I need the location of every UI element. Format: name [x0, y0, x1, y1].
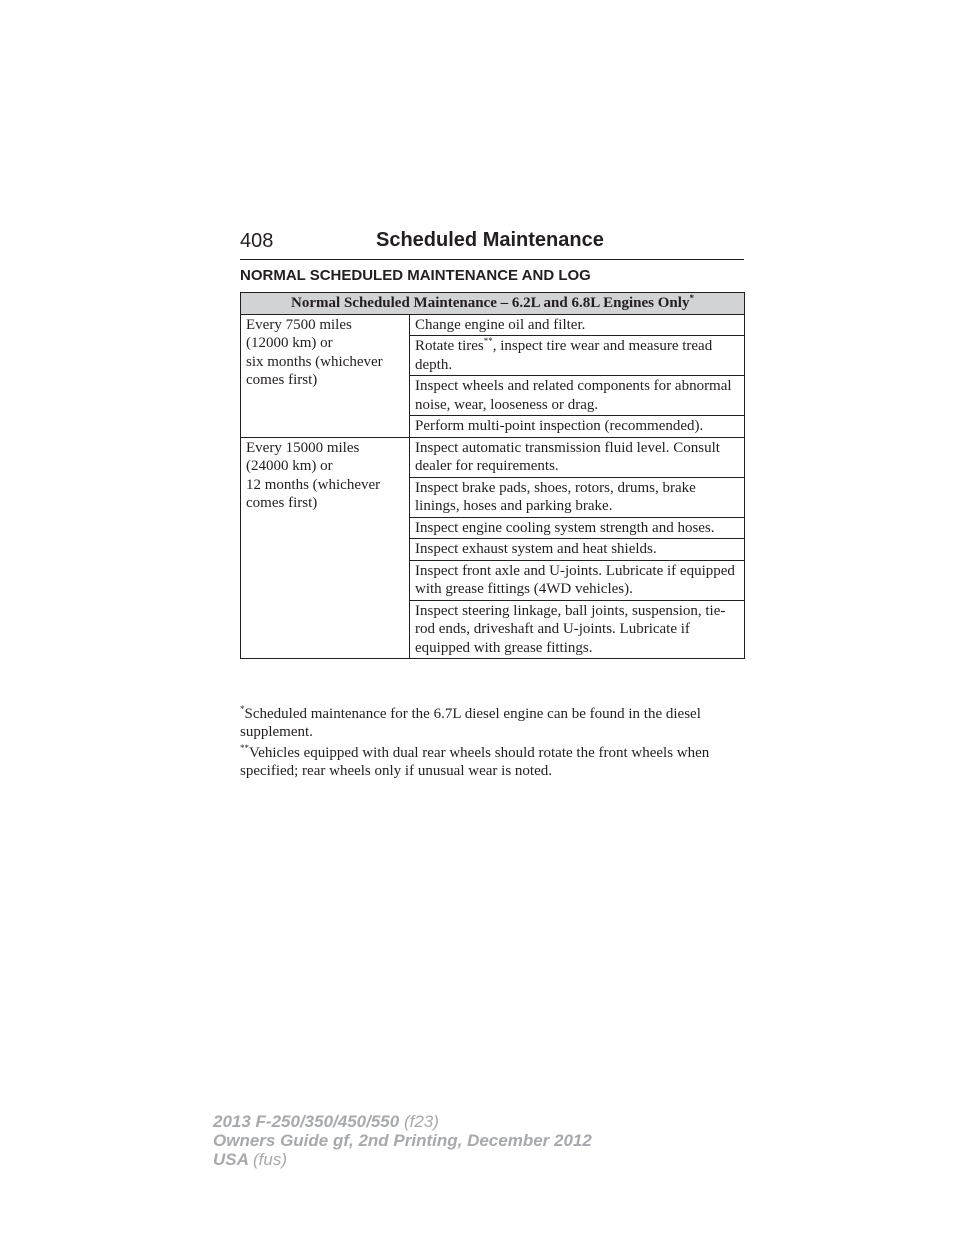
footnote-mark: ** [483, 336, 493, 346]
footer-line-2 [213, 1131, 592, 1150]
task-text: Rotate tires [415, 338, 484, 354]
footnote-mark: ** [240, 743, 249, 753]
subheading: NORMAL SCHEDULED MAINTENANCE AND LOG [240, 267, 591, 284]
footer-line-1 [213, 1112, 592, 1131]
interval-line: six months (whichever [246, 353, 383, 370]
interval-line: (12000 km) or [246, 335, 333, 351]
interval-line: comes first) [246, 495, 318, 511]
task-cell [410, 517, 745, 539]
task-cell [410, 336, 745, 376]
task-text: Inspect automatic transmission fluid level. Consult dealer for requirements. [415, 439, 720, 474]
table-title-footnote-mark: * [689, 293, 694, 303]
task-text-continued: , inspect tire wear and measure tread depth. [415, 338, 713, 373]
page-header [240, 228, 744, 260]
table-body [241, 314, 745, 659]
footnote-text: Scheduled maintenance for the 6.7L diesel engine can be found in the diesel supplement. [240, 706, 701, 740]
task-cell [410, 376, 745, 416]
footer-line-3 [213, 1150, 592, 1169]
interval-cell [241, 437, 410, 659]
interval-line: (24000 km) or [246, 458, 333, 474]
footnote-mark: * [240, 704, 245, 714]
interval-line: comes first) [246, 372, 318, 388]
footnote-1 [240, 706, 746, 741]
task-cell [410, 600, 745, 659]
task-text: Inspect steering linkage, ball joints, suspension, tie-rod ends, driveshaft and U-joints. Lubricate if equipped with grease fittings. [415, 602, 726, 656]
task-text: Inspect engine cooling system strength and hoses. [415, 519, 715, 536]
task-cell [410, 477, 745, 517]
interval-line: Every 7500 miles [246, 316, 352, 333]
task-cell [410, 416, 745, 438]
footer-model-code: (f23) [403, 1112, 439, 1131]
task-cell [410, 560, 745, 600]
task-text: Change engine oil and filter. [415, 316, 586, 333]
interval-line: Every 15000 miles [246, 439, 360, 456]
interval-cell [241, 314, 410, 437]
section-title: Scheduled Maintenance [376, 229, 604, 251]
task-text: Inspect brake pads, shoes, rotors, drums, brake linings, hoses and parking brake. [415, 479, 696, 514]
task-text: Inspect exhaust system and heat shields. [415, 541, 657, 557]
table-title [241, 293, 745, 315]
table-row [241, 437, 745, 477]
task-text: Inspect front axle and U-joints. Lubricate if equipped with grease fittings (4WD vehicles). [415, 562, 735, 597]
table-title-text: Normal Scheduled Maintenance – 6.2L and 6.8L Engines Only [291, 295, 690, 311]
task-cell [410, 314, 745, 336]
maintenance-table [240, 292, 745, 659]
table-header-row [241, 293, 745, 315]
task-cell [410, 539, 745, 561]
task-cell [410, 437, 745, 477]
footnote-2 [240, 745, 746, 780]
footer-market-code: (fus) [253, 1150, 287, 1169]
task-text: Perform multi-point inspection (recommended). [415, 418, 704, 434]
page-number: 408 [240, 230, 274, 252]
footnote-text: Vehicles equipped with dual rear wheels should rotate the front wheels when specified; rear wheels only if unusual wear is noted. [240, 745, 710, 779]
footer-market: USA [213, 1150, 249, 1169]
page-footer [213, 1112, 592, 1169]
task-text: Inspect wheels and related components for abnormal noise, wear, looseness or drag. [415, 378, 732, 413]
interval-line: 12 months (whichever [246, 476, 381, 493]
footer-printing: Owners Guide gf, 2nd Printing, December 2012 [213, 1131, 592, 1150]
footer-model: 2013 F-250/350/450/550 [213, 1112, 400, 1131]
table-row [241, 314, 745, 336]
